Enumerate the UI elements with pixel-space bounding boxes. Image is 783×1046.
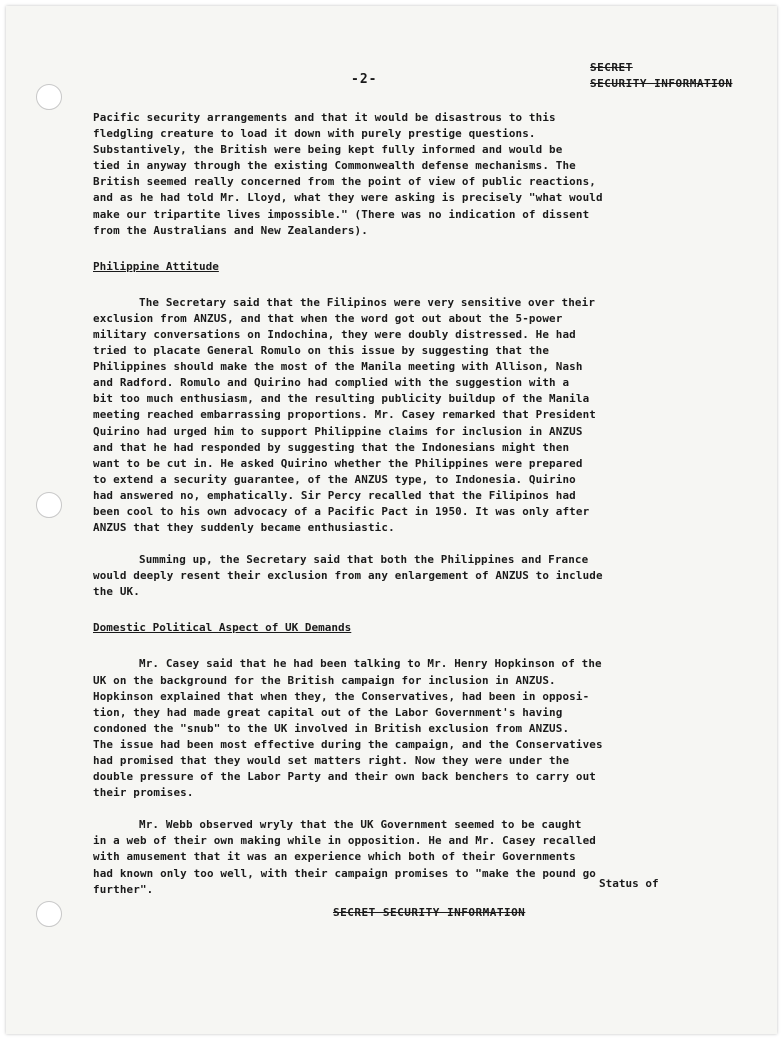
text-line: Philippines should make the most of the Manila meeting with Allison, Nash [93, 360, 583, 374]
punch-hole [36, 84, 62, 110]
text-line: Summing up, the Secretary said that both the Philippines and France [139, 553, 589, 567]
text-line: Substantively, the British were being kept fully informed and would be [93, 143, 563, 157]
text-line: tion, they had made great capital out of the Labor Government's having [93, 705, 563, 719]
text-line: and as he had told Mr. Lloyd, what they were asking is precisely "what would [93, 191, 603, 205]
text-line: military conversations on Indochina, they were doubly distressed. He had [93, 327, 576, 341]
paragraph-summing-up [93, 552, 723, 600]
text-line: further". [93, 882, 154, 896]
text-line: British seemed really concerned from the point of view of public reactions, [93, 175, 597, 189]
continuation-catchword: Status of [599, 877, 659, 890]
text-line: double pressure of the Labor Party and their own back benchers to carry out [93, 770, 597, 784]
classification-header [590, 60, 732, 92]
text-line: bit too much enthusiasm, and the resulting publicity buildup of the Manila [93, 392, 590, 406]
text-line: in a web of their own making while in opposition. He and Mr. Casey recalled [93, 834, 597, 848]
text-line: Quirino had urged him to support Philippine claims for inclusion in ANZUS [93, 424, 583, 438]
text-line: fledgling creature to load it down with purely prestige questions. [93, 127, 536, 141]
punch-hole [36, 492, 62, 518]
paragraph-prestige-questions [93, 110, 723, 239]
text-line: and that he had responded by suggesting that the Indonesians might then [93, 440, 570, 454]
text-line: tied in anyway through the existing Commonwealth defense mechanisms. The [93, 159, 576, 173]
text-line: would deeply resent their exclusion from any enlargement of ANZUS to include [93, 569, 603, 583]
text-line: Mr. Casey said that he had been talking to Mr. Henry Hopkinson of the [139, 657, 602, 671]
text-line: their promises. [93, 786, 194, 800]
text-line: The issue had been most effective during the campaign, and the Conservatives [93, 737, 603, 751]
text-line: Mr. Webb observed wryly that the UK Government seemed to be caught [139, 818, 582, 832]
section-heading-philippine-attitude: Philippine Attitude [93, 259, 219, 273]
text-line: the UK. [93, 585, 140, 599]
text-line: Hopkinson explained that when they, the Conservatives, had been in opposi- [93, 689, 590, 703]
text-line: had answered no, emphatically. Sir Percy recalled that the Filipinos had [93, 488, 576, 502]
text-line: make our tripartite lives impossible." (There was no indication of dissent [93, 207, 590, 221]
text-line: to extend a security guarantee, of the ANZUS type, to Indonesia. Quirino [93, 472, 576, 486]
text-line: Pacific security arrangements and that it would be disastrous to this [93, 111, 556, 124]
paragraph-philippine-attitude [93, 295, 723, 536]
text-line: been cool to his own advocacy of a Pacific Pact in 1950. It was only after [93, 504, 590, 518]
classification-line: SECURITY INFORMATION [590, 77, 733, 90]
classification-footer: SECRET SECURITY INFORMATION [333, 906, 526, 919]
text-line: had known only too well, with their campaign promises to "make the pound go [93, 866, 597, 880]
text-line: want to be cut in. He asked Quirino whether the Philippines were prepared [93, 456, 583, 470]
classification-line: SECRET [590, 61, 633, 74]
text-line: exclusion from ANZUS, and that when the word got out about the 5-power [93, 311, 563, 325]
text-line: with amusement that it was an experience which both of their Governments [93, 850, 576, 864]
text-line: condoned the "snub" to the UK involved in British exclusion from ANZUS. [93, 721, 570, 735]
document-body [93, 110, 723, 898]
punch-hole [36, 901, 62, 927]
section-heading-domestic-political-aspect: Domestic Political Aspect of UK Demands [93, 621, 352, 635]
text-line: ANZUS that they suddenly became enthusiastic. [93, 521, 395, 535]
text-line: from the Australians and New Zealanders). [93, 223, 368, 237]
text-line: had promised that they would set matters right. Now they were under the [93, 754, 570, 767]
text-line: UK on the background for the British campaign for inclusion in ANZUS. [93, 673, 556, 687]
document-page [6, 6, 777, 1034]
page-number: -2- [351, 72, 378, 87]
text-line: tried to placate General Romulo on this issue by suggesting that the [93, 344, 550, 358]
paragraph-hopkinson [93, 656, 723, 801]
text-line: The Secretary said that the Filipinos were very sensitive over their [139, 295, 596, 309]
text-line: and Radford. Romulo and Quirino had complied with the suggestion with a [93, 376, 570, 390]
text-line: meeting reached embarrassing proportions. Mr. Casey remarked that President [93, 408, 597, 422]
